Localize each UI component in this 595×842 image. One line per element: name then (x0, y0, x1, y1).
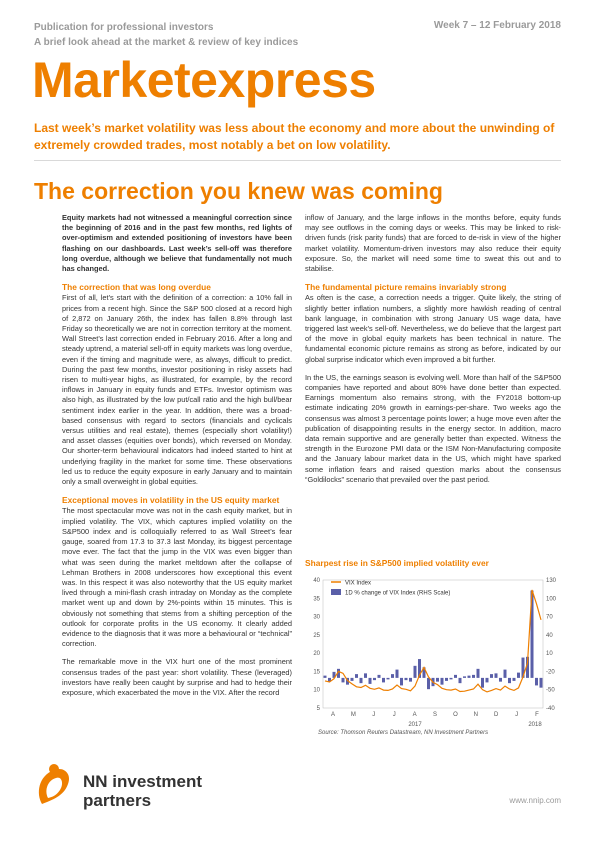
y-right-tick-label: -40 (546, 706, 555, 712)
x-tick-label: A (412, 712, 417, 718)
pct-bar (535, 678, 538, 686)
pct-bar (481, 678, 484, 688)
pct-bar (396, 670, 399, 678)
logo-wordmark (83, 772, 202, 810)
logo-line2: partners (83, 791, 152, 810)
x-tick-label: F (535, 712, 539, 718)
pct-bar (508, 678, 511, 683)
x-tick-label: J (392, 712, 396, 718)
paragraph: inflow of January, and the large inflows in the months before, equity funds may see outflows in the coming days or weeks. This may be linked to risk-driven funds (risk parity funds) that are forced to de-risk in view of the higher market volatility. Momentum-driven investors may also reduce their equity exposure. So, the market will need some time to sweat this out and to stabilise. (305, 213, 561, 274)
week-label: Week 7 – 12 February 2018 (433, 20, 561, 31)
y-left-tick-label: 30 (313, 614, 320, 621)
pct-bar (477, 669, 480, 678)
pct-bar (324, 676, 327, 678)
section-heading: The correction that was long overdue (62, 282, 211, 293)
publication-label: Publication for professional investors (34, 22, 214, 33)
y-left-tick-label: 35 (313, 596, 320, 603)
x-tick-label: A (330, 712, 336, 718)
pct-bar (342, 678, 345, 683)
y-left-tick-label: 15 (313, 669, 320, 676)
pct-bar (360, 678, 363, 683)
chart-legend (331, 581, 450, 597)
x-tick-label: N (473, 712, 478, 718)
divider (34, 160, 561, 161)
intro-text: Last week’s market volatility was less about the economy and more about the unwinding of extremely crowded trades, most notably a bet on low volatility. (34, 121, 555, 152)
pct-bar (351, 678, 354, 681)
pct-bar (486, 678, 489, 683)
lead-paragraph: Equity markets had not witnessed a meaningful correction since the beginning of 2016 and in the past few months, red lights of over-optimism and extended positioning of investors have been flashing on our dashboards. Last week’s sell-off was therefore long overdue, although we believe that fundamentally not much has changed. (62, 213, 292, 274)
pct-bar (513, 678, 516, 681)
x-tick-label: D (494, 712, 499, 718)
y-left-tick-label: 40 (313, 578, 320, 584)
nn-logo-icon (34, 760, 74, 810)
y-right-tick-label: 70 (546, 614, 553, 621)
pct-bar (378, 675, 381, 678)
pct-bar (495, 673, 498, 678)
chart-title: Sharpest rise in S&P500 implied volatility ever (305, 558, 489, 568)
column-right (305, 213, 561, 493)
pct-bar (427, 678, 430, 689)
logo-line1: NN investment (83, 772, 203, 791)
header-left (34, 20, 298, 50)
y-right-tick-label: 100 (546, 596, 557, 603)
y-left-tick-label: 10 (313, 687, 320, 694)
x-tick-label: J (515, 712, 519, 718)
y-left-tick-label: 25 (313, 632, 320, 639)
column-left (62, 213, 292, 706)
paragraph: The most spectacular move was not in the cash equity market, but in implied volatility. The VIX, which captures implied volatility on the S&P500 index and is colloquially referred to as Wall Street’s fear gauge, soared from 17.3 to 37.3 last Monday, its biggest percentage move ever. The fact that the jump in the VIX was even bigger than what was seen during the market meltdown after the collapse of Lehman Brothers in 2008 underscores how exceptional this event was. In this respect it was also noteworthy that the US equity market lived through a mini-flash crash intraday on Monday as the complete market went up and down by 2%-points within 15 minutes. This is obviously not something that stems from a shifting perception of the outlook for corporate profits in the US economy. It clearly added evidence to the diagnosis that it was more a behavioural or “technical” correction. (62, 506, 292, 649)
legend-vix-label: VIX Index (345, 580, 372, 587)
y-right-tick-label: -20 (546, 669, 555, 676)
tagline: A brief look ahead at the market & review of key indices (34, 37, 299, 48)
pct-bar (490, 674, 493, 678)
year-label: 2017 (408, 722, 422, 728)
pct-bar (504, 670, 507, 678)
pct-bar (454, 675, 457, 678)
pct-bar (369, 678, 372, 684)
pct-bar (445, 678, 448, 681)
x-tick-label: J (372, 712, 376, 718)
pct-bar (387, 678, 390, 680)
pct-bar (405, 678, 408, 680)
y-left-tick-label: 20 (313, 651, 320, 658)
pct-bar (364, 673, 367, 678)
pct-bar (391, 674, 394, 678)
pct-bar (414, 666, 417, 678)
pct-bar (441, 678, 444, 685)
pct-bar (409, 678, 412, 682)
paragraph: In the US, the earnings season is evolving well. More than half of the S&P500 companies have reported and about 80% have done better than expected. Earnings momentum also remains strong, with the FY2018 bottom-up estimate indicating 20% growth in earnings-per-share. Two weeks ago the consensus was almost 3 percentage points lower; a huge move even after the publication of disappointing results in the energy sector. In addition, macro data remain supportive and are generally better than expected. Witness the strength in the Eurozone PMI data or the ISM Non-Manufacturing composite and the January labour market data in the US, which might have sparked some inflation fears and raised question marks about the consensus “Goldilocks” scenario that prevailed over the past period. (305, 372, 561, 484)
pct-bar (436, 678, 439, 682)
section-heading: The fundamental picture remains invariably strong (305, 282, 507, 293)
pct-bar (459, 678, 462, 683)
x-tick-label: S (432, 712, 438, 718)
pct-bar (373, 678, 376, 680)
x-tick-label: M (350, 712, 356, 718)
headline: The correction you knew was coming (34, 178, 443, 204)
vix-chart (305, 572, 561, 740)
pct-bar (468, 676, 471, 678)
website-url: www.nnip.com (509, 796, 561, 805)
y-right-tick-label: -50 (546, 687, 555, 694)
y-right-tick-label: 40 (546, 632, 553, 639)
x-tick-label: O (453, 712, 458, 718)
pct-bar (355, 674, 358, 678)
chart-source: Source: Thomson Reuters Datastream, NN Investment Partners (318, 730, 489, 736)
section-heading: Exceptional moves in volatility in the US equity market (62, 495, 280, 506)
pct-bar (517, 673, 520, 678)
year-label: 2018 (528, 722, 542, 728)
series-pct-change (324, 591, 543, 690)
brand-title: Marketexpress (32, 52, 376, 108)
y-left-tick-label: 5 (316, 706, 320, 712)
pct-bar (450, 678, 453, 680)
pct-bar (472, 675, 475, 678)
pct-bar (499, 678, 502, 682)
y-right-tick-label: 10 (546, 651, 553, 658)
chart-axes (313, 578, 556, 728)
pct-bar (463, 676, 466, 678)
legend-pct-swatch (331, 589, 341, 595)
legend-pct-label: 1D % change of VIX Index (RHS Scale) (345, 590, 451, 597)
paragraph: As often is the case, a correction needs a trigger. Quite likely, the string of slightly better inflation numbers, a slightly more hawkish reading of central bank language, in combination with strong January US wage data, have triggered last week’s sell-off. Nevertheless, we do believe that the largest part of the move in global equity markets has been technical in nature. The fundamental economic picture remains as strong as before, indicated by our global surprise indicator which even improved a bit further. (305, 293, 561, 364)
pct-bar (400, 678, 403, 686)
pct-bar (540, 678, 543, 688)
paragraph: First of all, let’s start with the definition of a correction: a 10% fall in prices from a recent high. Since the S&P 500 closed at a record high of 2,872 on January 26th, the index has fallen 8.8% through last Friday so theoretically we are not in correction territory at the moment. Wall Street’s last correction ended in February 2016. After a long and steady uptrend, a material sell-off in equity markets was long overdue, even if the timing and magnitude were, as always, difficult to predict. During the past few months, investor positioning in risky assets had risen to multi-year highs, as illustrated, for example, by the record inflows in January in equity funds and ETFs. Investor optimism was also high, as illustrated by the low put/call ratio and the high bull/bear sentiment index earlier in the year. In addition, there was a broad-based consensus with regard to sectors (financials and cyclicals versus utilities and real estate), themes (especially short volatility!) and asset classes (equities over bonds), which reversed on Monday. Our shorter-term behavioural indicators had indeed started to hint at underlying fragility in the market for some time. These observations led us to reduce the equity exposure in early January and to maintain only a small overweight in global equities. (62, 293, 292, 487)
paragraph: The remarkable move in the VIX hurt one of the most prominent consensus trades of the past year: short volatility. These (leveraged) investors have really been caught by surprise and had to hedge their exposure, which exacerbated the move in the VIX. After the record (62, 657, 292, 697)
pct-bar (382, 678, 385, 683)
y-right-tick-label: 130 (546, 578, 557, 584)
